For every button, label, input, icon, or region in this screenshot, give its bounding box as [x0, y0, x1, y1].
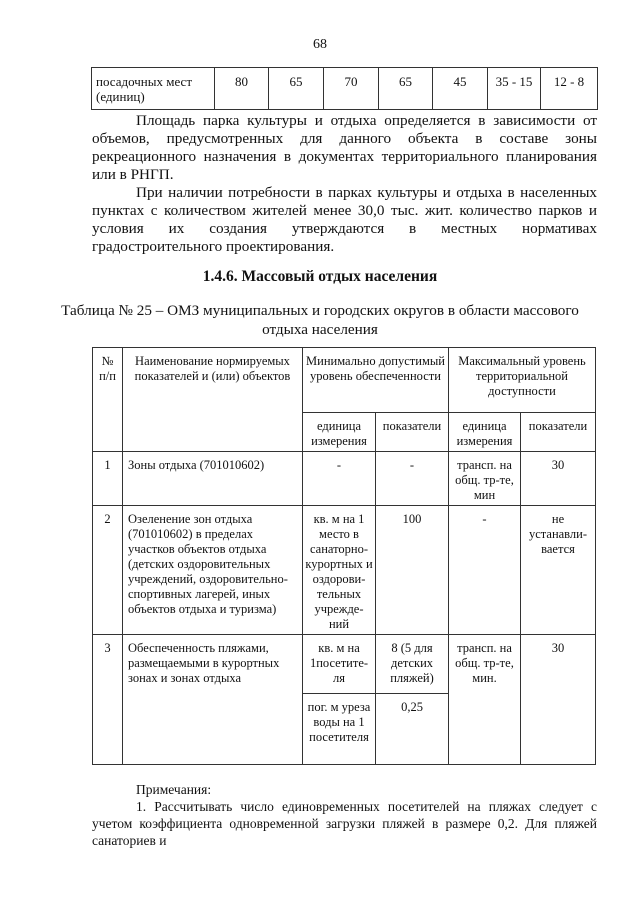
row-min-unit: -: [303, 452, 376, 506]
header-min-level: Минимально допустимый уровень обеспеченности: [303, 348, 449, 413]
page-number: 68: [313, 37, 327, 52]
row-num: 1: [93, 452, 123, 506]
row-max-unit: -: [449, 506, 521, 635]
row-num: 3: [93, 635, 123, 765]
table-row: [93, 506, 596, 635]
row-max-unit: трансп. на общ. тр-те, мин.: [449, 635, 521, 765]
table-cell: 65: [379, 68, 433, 110]
row-max-unit: трансп. на общ. тр-те, мин: [449, 452, 521, 506]
row-min-value: 100: [376, 506, 449, 635]
note-item: 1. Рассчитывать число единовременных посетителей на пляжах следует с учетом коэффициента одновременной загрузки пляжей в размере 0,2. Для пляжей санаториев и: [92, 799, 597, 848]
row-min-unit: кв. м на 1посетите-ля: [303, 635, 376, 694]
header-value: показатели: [376, 413, 449, 452]
row-min-value: 8 (5 для детских пляжей): [376, 635, 449, 694]
row-name: Озеленение зон отдыха (701010602) в пределах участков объектов отдыха (детских оздоровительных учреждений, оздоровительно-спортивных лагерей, иных объектов отдыха и туризма): [123, 506, 303, 635]
notes-title: Примечания:: [136, 782, 212, 797]
row-min-unit: кв. м на 1 место в санаторно-курортных и оздорови-тельных учрежде-ний: [303, 506, 376, 635]
header-value: показатели: [521, 413, 596, 452]
table-cell: 45: [433, 68, 488, 110]
body-text: [92, 112, 597, 256]
row-min-value: 0,25: [376, 694, 449, 765]
row-min-unit: пог. м уреза воды на 1 посетителя: [303, 694, 376, 765]
header-num: № п/п: [93, 348, 123, 452]
header-row: [93, 348, 596, 413]
row-max-value: 30: [521, 635, 596, 765]
table-cell: 12 - 8: [541, 68, 598, 110]
row-name: Обеспеченность пляжами, размещаемыми в курортных зонах и зонах отдыха: [123, 635, 303, 765]
table-cell: 70: [324, 68, 379, 110]
row-max-value: не устанавли-вается: [521, 506, 596, 635]
table-cell: 35 - 15: [488, 68, 541, 110]
row-name: Зоны отдыха (701010602): [123, 452, 303, 506]
row-label: посадочных мест (единиц): [92, 68, 215, 110]
header-max-level: Максимальный уровень территориальной доступности: [449, 348, 596, 413]
header-name: Наименование нормируемых показателей и (или) объектов: [123, 348, 303, 452]
norms-table: [92, 347, 596, 765]
header-unit: единица измерения: [449, 413, 521, 452]
row-num: 2: [93, 506, 123, 635]
continued-table: [91, 67, 598, 110]
table-row: [93, 635, 596, 694]
table-cell: 80: [215, 68, 269, 110]
paragraph: При наличии потребности в парках культуры и отдыха в населенных пунктах с количеством жителей менее 30,0 тыс. жит. количество парков и условия их создания утверждаются в местных нормативах градостроительного проектирования.: [92, 184, 597, 255]
table-caption: Таблица № 25 – ОМЗ муниципальных и городских округов в области массового отдыха населения: [61, 302, 579, 338]
row-min-value: -: [376, 452, 449, 506]
table-row: [92, 68, 598, 110]
paragraph: Площадь парка культуры и отдыха определяется в зависимости от объемов, предусмотренных для данного объекта в составе зоны рекреационного назначения в документах территориального планирования или в РНГП.: [92, 112, 597, 183]
header-unit: единица измерения: [303, 413, 376, 452]
section-heading: 1.4.6. Массовый отдых населения: [202, 268, 438, 285]
table-row: [93, 452, 596, 506]
table-cell: 65: [269, 68, 324, 110]
row-max-value: 30: [521, 452, 596, 506]
notes: [92, 781, 597, 849]
